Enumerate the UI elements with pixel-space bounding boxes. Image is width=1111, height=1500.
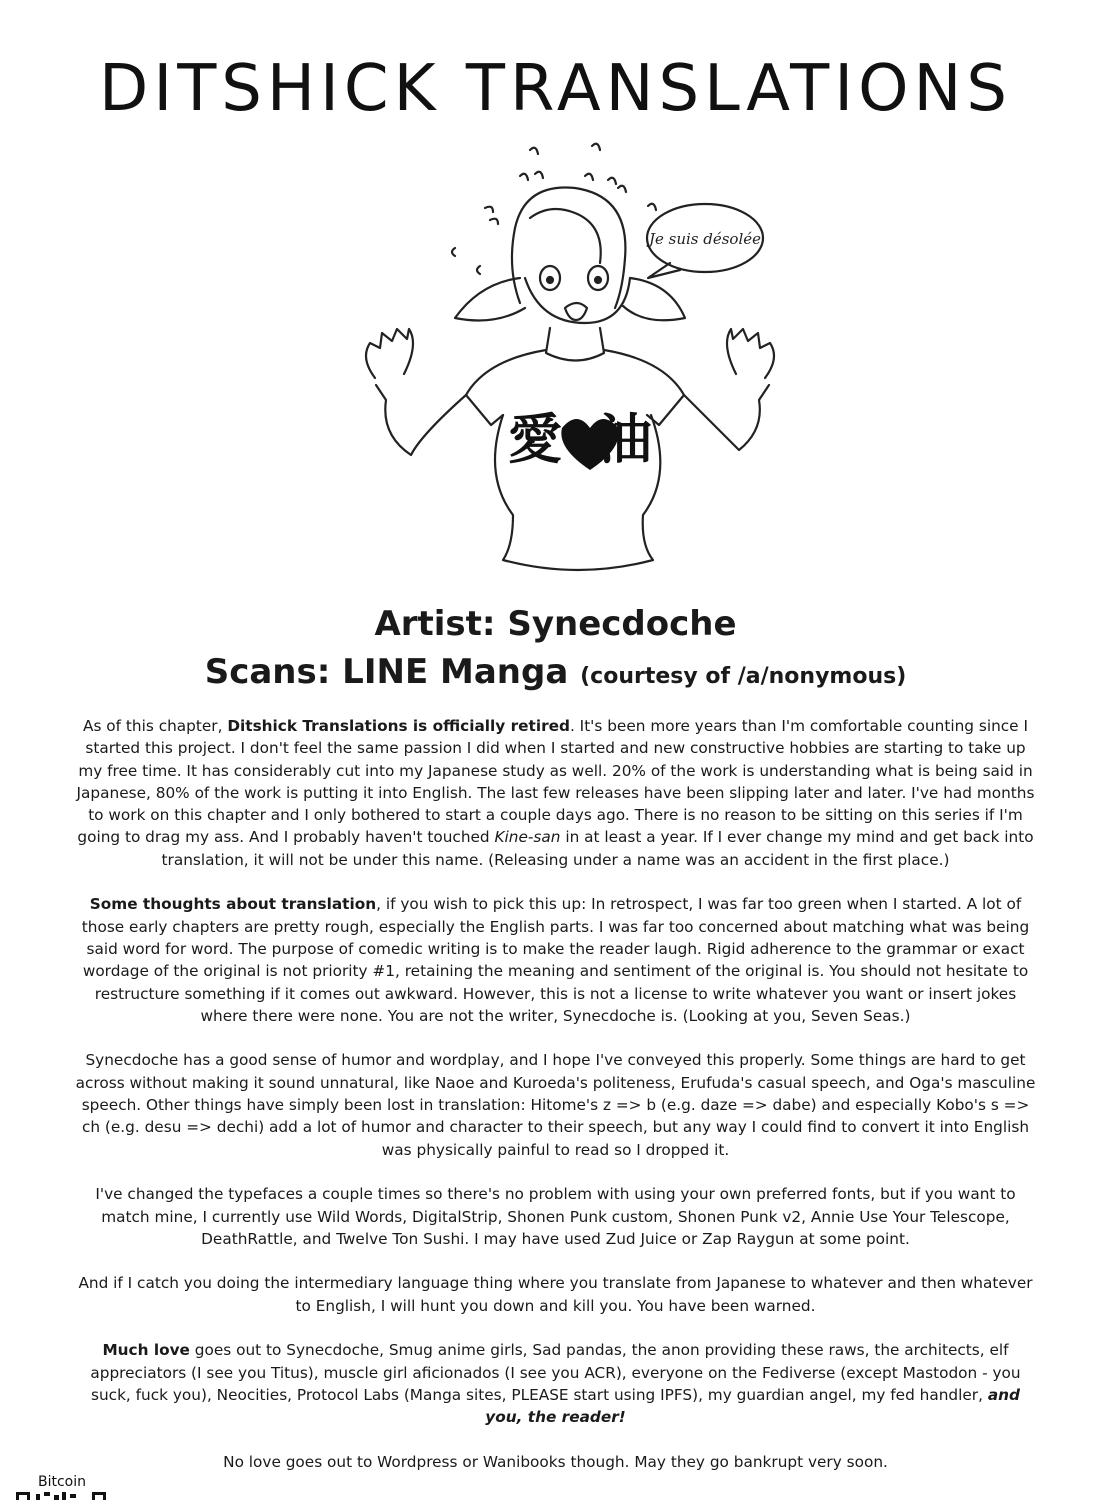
shirt-kanji-right: 油 <box>598 408 652 471</box>
scans-credit <box>0 652 1111 692</box>
bitcoin-label: Bitcoin <box>38 1474 87 1490</box>
p6-bold: Much love <box>102 1341 190 1360</box>
p6-text: goes out to Synecdoche, Smug anime girls, Sad pandas, the anon providing these raws, the architects, elf appreciators (I see you Titus), muscle girl aficionados (I see you ACR), everyone on the Fediverse (except Mastodon - you suck, fuck you), Neocities, Protocol Labs (Manga sites, PLEASE start using IPFS), my guardian angel, my fed handler, <box>90 1341 1021 1404</box>
paragraph-typefaces: I've changed the typefaces a couple times so there's no problem with using your own preferred fonts, but if you want to match mine, I currently use Wild Words, DigitalStrip, Shonen Punk custom, Shonen Punk v2, Annie Use Your Telescope, DeathRattle, and Twelve Ton Sushi. I may have used Zud Juice or Zap Raygun at some point. <box>95 1185 1016 1248</box>
paragraph-no-love: No love goes out to Wordpress or Wanibooks though. May they go bankrupt very soon. <box>223 1452 888 1471</box>
scans-courtesy: (courtesy of /a/nonymous) <box>580 664 907 689</box>
p1-bold: Ditshick Translations is officially retired <box>227 717 570 735</box>
p1-text: in at least a year. If I ever change my mind and get back into translation, it will not be under this name. (Releasing under a name was an accident in the first place.) <box>161 828 1034 869</box>
retirement-notice <box>72 715 1039 1495</box>
p1-text: As of this chapter, <box>83 717 228 735</box>
paragraph-much-love <box>72 1339 1039 1428</box>
elf-girl-illustration <box>330 138 780 583</box>
p1-text: . It's been more years than I'm comfortable counting since I started this project. I don't feel the same passion I did when I started and new constructive hobbies are starting to take up my free time. It has considerably cut into my Japanese study as well. 20% of the work is understanding what is being said in Japanese, 80% of the work is putting it into English. The last few releases have been slipping later and later. I've had months to work on this chapter and I only bothered to start a couple days ago. There is no reason to be sitting on this series if I'm going to drag my ass. And I probably haven't touched <box>76 717 1035 847</box>
page-title: DITSHICK TRANSLATIONS <box>99 52 1012 126</box>
p6-bold-italic: and you, the reader! <box>485 1385 1020 1427</box>
artist-credit: Artist: Synecdoche <box>374 604 737 644</box>
speech-bubble-text: Je suis désolée <box>648 230 762 248</box>
paragraph-warning: And if I catch you doing the intermediary language thing where you translate from Japanese to whatever and then whatever to English, I will hunt you down and kill you. You have been warned. <box>78 1274 1033 1315</box>
paragraph-translation-thoughts <box>72 893 1039 1027</box>
p2-bold: Some thoughts about translation <box>89 895 377 914</box>
scans-source: Scans: LINE Manga <box>204 652 569 692</box>
paragraph-wordplay: Synecdoche has a good sense of humor and wordplay, and I hope I've conveyed this properly. Some things are hard to get across without making it sound unnatural, like Naoe and Kuroeda's politeness, Erufuda's casual speech, and Oga's masculine speech. Other things have simply been lost in translation: Hitome's z => b (e.g. daze => dabe) and especially Kobo's s => ch (e.g. desu => dechi) add a lot of humor and character to their speech, but any way I could find to convert it into English was physically painful to read so I dropped it. <box>75 1051 1036 1159</box>
bitcoin-qr-code[interactable] <box>16 1492 108 1500</box>
paragraph-retirement <box>72 715 1039 871</box>
shirt-kanji-left: 愛 <box>508 408 562 471</box>
p2-text: , if you wish to pick this up: In retrospect, I was far too green when I started. A lot of those early chapters are pretty rough, especially the English parts. I was far too concerned about matching what was being said word for word. The purpose of comedic writing is to make the reader laugh. Rigid adherence to the grammar or exact wordage of the original is not priority #1, retaining the meaning and sentiment of the original is. You should not hesitate to restructure something if it comes out awkward. However, this is not a license to write whatever you want or insert jokes where there were none. You are not the writer, Synecdoche is. (Looking at you, Seven Seas.) <box>81 895 1030 1025</box>
p1-italic: Kine-san <box>494 828 561 847</box>
